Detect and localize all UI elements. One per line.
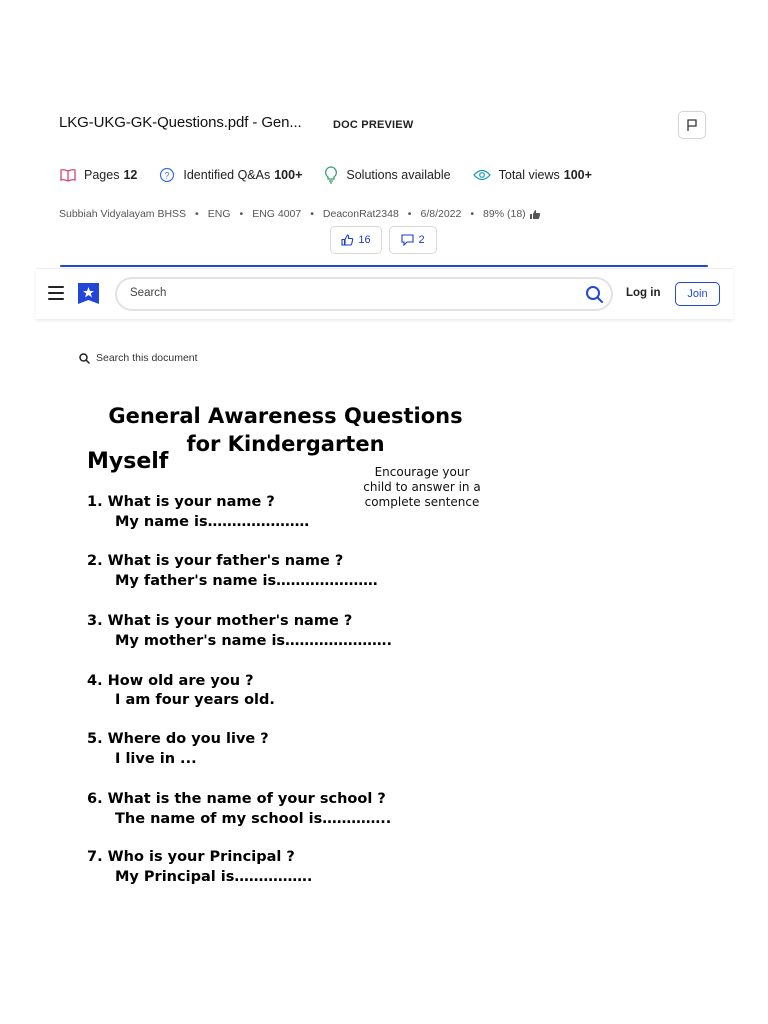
svg-text:?: ? [164,170,170,181]
answer: I am four years old. [115,692,275,708]
stat-qa [159,167,302,183]
meta-author[interactable]: DeaconRat2348 [322,208,399,220]
book-icon [60,168,76,182]
stat-value: 12 [123,168,138,182]
question: 7. Who is your Principal ? [87,849,295,865]
thumbs-up-icon [341,234,354,246]
stat-pages [60,168,137,182]
stat-solutions [324,166,450,184]
meta-subject[interactable]: ENG [207,208,231,220]
question: 1. What is your name ? [87,494,275,510]
bookmark-star-icon [76,281,101,306]
stat-label: Solutions available [346,168,451,182]
meta-course[interactable]: ENG 4007 [252,208,302,220]
comment-button[interactable] [389,226,437,254]
doc-preview-badge: DOC PREVIEW [333,119,414,131]
question: 4. How old are you ? [87,673,254,689]
answer: I live in ... [115,751,197,767]
stat-views [473,168,592,182]
lightbulb-icon [324,166,338,184]
meta-school[interactable]: Subbiah Vidyalayam BHSS [59,208,187,220]
answer: My name is………………… [115,514,310,530]
question-circle-icon [159,167,175,183]
top-navbar [36,268,733,319]
search-document-label: Search this document [96,352,198,364]
section-heading: Myself [87,449,169,474]
answer: My father's name is………………… [115,573,378,589]
question: 5. Where do you live ? [87,731,269,747]
search-input[interactable] [115,277,613,311]
stat-value: 100+ [563,168,592,182]
thumbs-up-icon [529,209,541,220]
report-flag-button[interactable] [678,111,706,139]
worksheet-title-line2: for Kindergarten [186,432,385,456]
menu-button[interactable] [48,286,64,300]
search-placeholder: Search [130,287,167,299]
comment-icon [401,234,414,246]
divider [60,265,708,267]
join-button[interactable]: Join [675,282,720,306]
stat-label: Pages [84,168,120,182]
stat-value: 100+ [274,168,303,182]
answer: My mother's name is…………………. [115,633,393,649]
document-stats [60,166,614,184]
eye-icon [473,169,491,181]
stat-label: Identified Q&As [183,168,271,182]
like-button[interactable] [330,226,382,254]
site-logo[interactable] [76,281,101,306]
question: 3. What is your mother's name ? [87,613,353,629]
login-link[interactable]: Log in [626,287,661,299]
worksheet-title-line1: General Awareness Questions [108,404,463,428]
search-icon [79,353,90,364]
meta-date: 6/8/2022 [420,208,462,220]
instruction-note: Encourage your child to answer in a complete sentence [363,465,481,509]
document-meta: Subbiah Vidyalayam BHSS • ENG • ENG 4007 • DeaconRat2348 • 6/8/2022 • 89% (18) [59,208,541,220]
question: 2. What is your father's name ? [87,553,344,569]
meta-rating: 89% (18) [483,208,526,220]
answer: The name of my school is………….. [115,811,392,827]
search-icon[interactable] [585,285,604,304]
flag-icon [685,118,699,132]
answer: My Principal is……………. [115,869,313,885]
stat-label: Total views [498,168,560,182]
search-document-button[interactable] [79,352,198,364]
document-title: LKG-UKG-GK-Questions.pdf - Gen... [59,114,302,131]
question: 6. What is the name of your school ? [87,791,386,807]
like-count: 16 [358,234,371,246]
comment-count: 2 [418,234,425,246]
